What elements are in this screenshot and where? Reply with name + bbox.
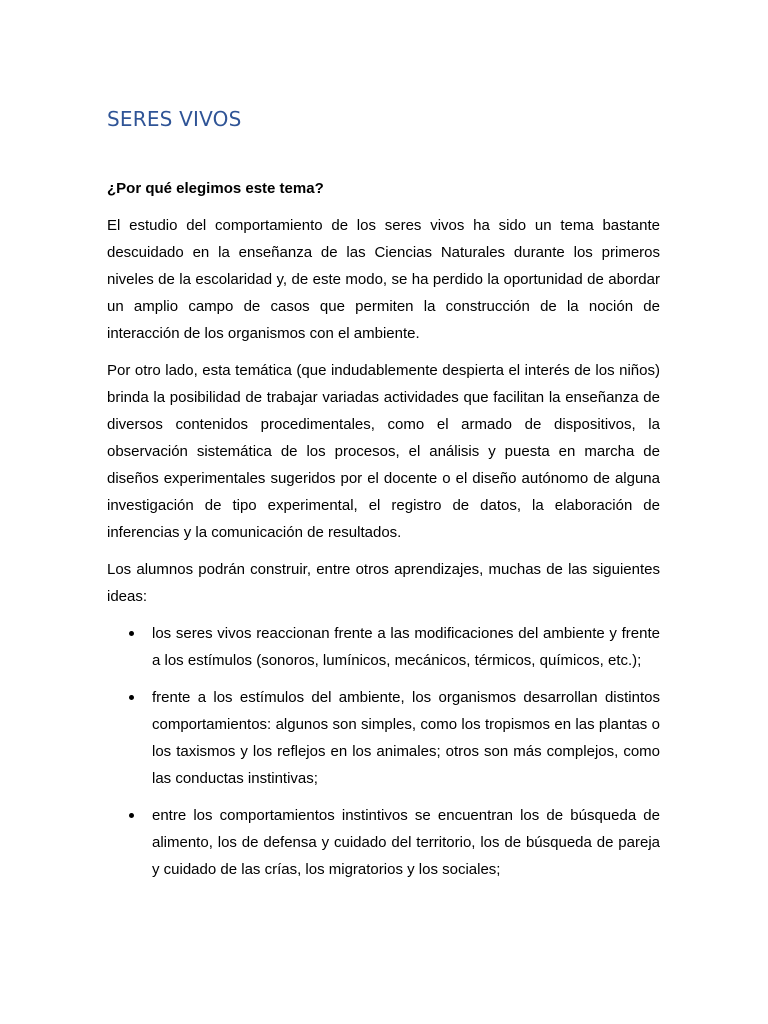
section-heading: ¿Por qué elegimos este tema? <box>107 180 324 197</box>
document-title: SERES VIVOS <box>107 107 242 131</box>
list-item-text: entre los comportamientos instintivos se encuentran los de búsqueda de alimento, los de defensa y cuidado del territorio, los de búsqueda de pareja y cuidado de las crías, los migratorios y los sociales; <box>152 807 660 878</box>
list-item <box>107 620 660 674</box>
paragraph: Por otro lado, esta temática (que indudablemente despierta el interés de los niños) brinda la posibilidad de trabajar variadas actividades que facilitan la enseñanza de diversos contenidos procedimentales, como el armado de dispositivos, la observación sistemática de los procesos, el análisis y puesta en marcha de diseños experimentales sugeridos por el docente o el diseño autónomo de alguna investigación de tipo experimental, el registro de datos, la elaboración de inferencias y la comunicación de resultados. <box>107 362 660 541</box>
list-item <box>107 802 660 883</box>
bullet-icon <box>129 813 134 818</box>
list-item-text: los seres vivos reaccionan frente a las modificaciones del ambiente y frente a los estímulos (sonoros, lumínicos, mecánicos, térmicos, químicos, etc.); <box>152 625 660 669</box>
ideas-list <box>107 620 660 883</box>
list-item <box>107 684 660 792</box>
bullet-icon <box>129 631 134 636</box>
bullet-icon <box>129 695 134 700</box>
paragraph: El estudio del comportamiento de los seres vivos ha sido un tema bastante descuidado en la enseñanza de las Ciencias Naturales durante los primeros niveles de la escolaridad y, de este modo, se ha perdido la oportunidad de abordar un amplio campo de casos que permiten la construcción de la noción de interacción de los organismos con el ambiente. <box>107 217 660 342</box>
document-body <box>107 212 660 893</box>
list-item-text: frente a los estímulos del ambiente, los organismos desarrollan distintos comportamientos: algunos son simples, como los tropismos en las plantas o los taxismos y los reflejos en los animales; otros son más complejos, como las conductas instintivas; <box>152 689 660 787</box>
paragraph: Los alumnos podrán construir, entre otros aprendizajes, muchas de las siguientes ideas: <box>107 561 660 605</box>
